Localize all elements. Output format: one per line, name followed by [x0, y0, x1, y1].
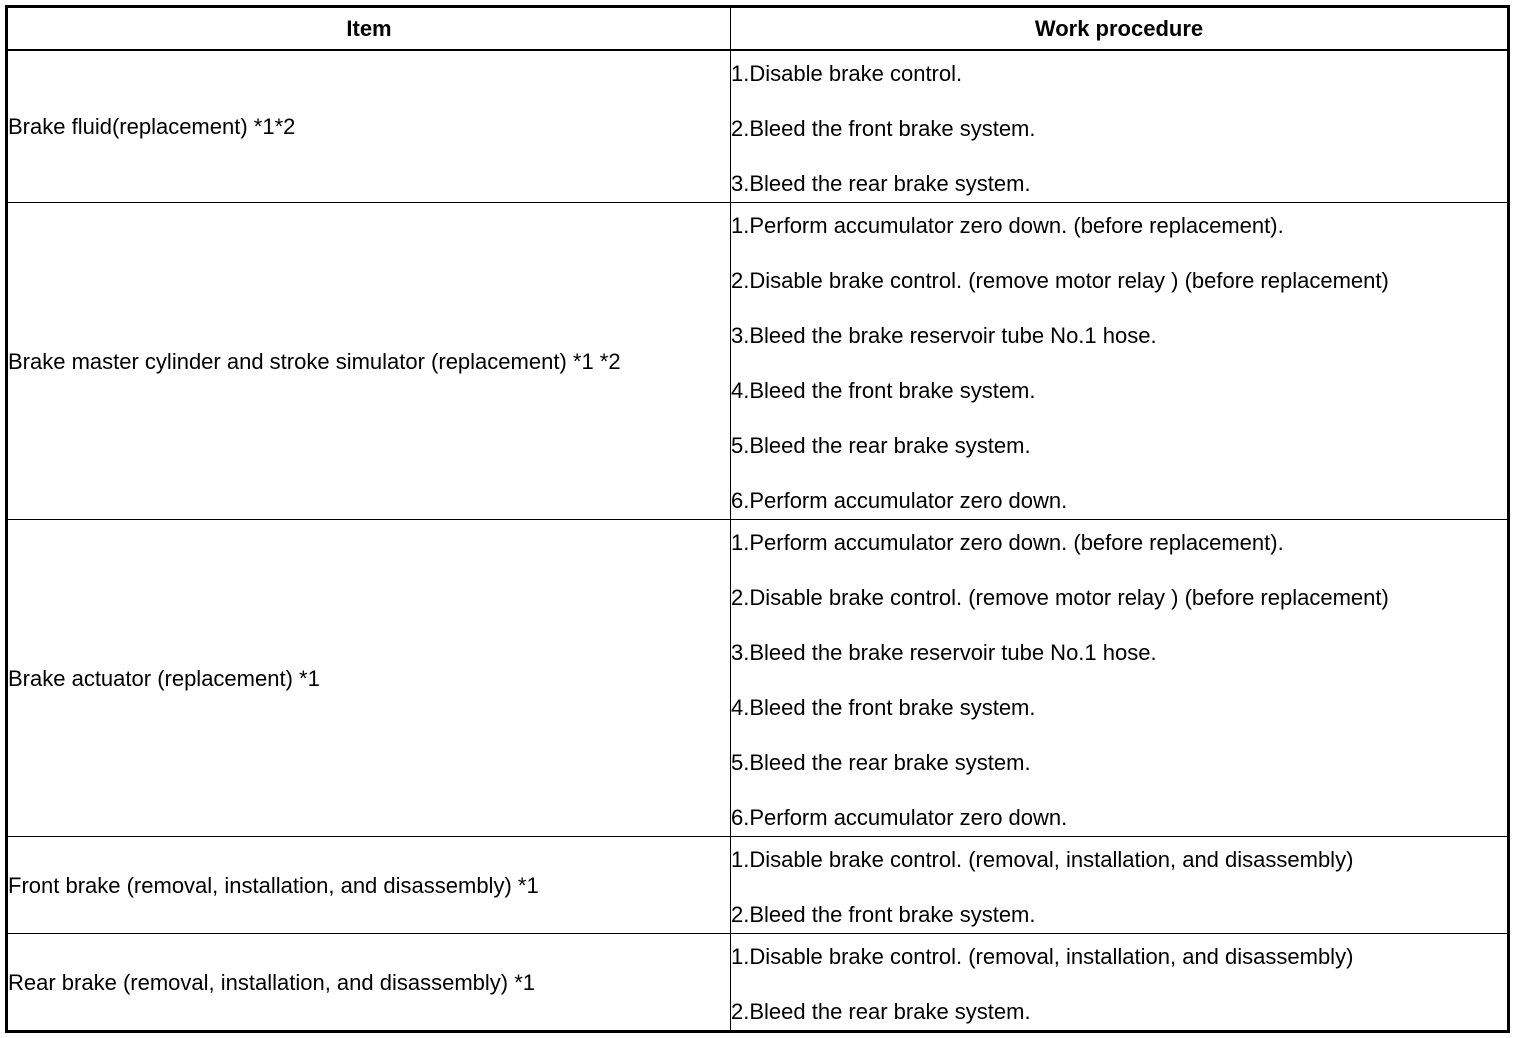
procedure-step: 1.Disable brake control. (removal, installation, and disassembly)	[731, 944, 1354, 969]
procedure-step: 6.Perform accumulator zero down.	[731, 805, 1068, 830]
procedure-step: 5.Bleed the rear brake system.	[731, 750, 1031, 775]
procedure-step: 1.Disable brake control.	[731, 61, 963, 86]
procedure-cell	[731, 203, 1509, 520]
procedure-step: 1.Perform accumulator zero down. (before replacement).	[731, 530, 1284, 555]
table-row	[7, 837, 1509, 934]
procedure-step: 5.Bleed the rear brake system.	[731, 433, 1031, 458]
procedure-step: 2.Disable brake control. (remove motor relay ) (before replacement)	[731, 585, 1389, 610]
table-row	[7, 50, 1509, 203]
procedure-cell	[731, 50, 1509, 203]
item-cell: Brake master cylinder and stroke simulator (replacement) *1 *2	[7, 203, 731, 520]
header-row	[7, 7, 1509, 51]
procedure-cell	[731, 837, 1509, 934]
procedure-step: 1.Disable brake control. (removal, installation, and disassembly)	[731, 847, 1354, 872]
procedure-step: 4.Bleed the front brake system.	[731, 695, 1036, 720]
procedure-step: 2.Bleed the front brake system.	[731, 116, 1036, 141]
table-row	[7, 203, 1509, 520]
procedure-step: 1.Perform accumulator zero down. (before replacement).	[731, 213, 1284, 238]
procedure-step: 3.Bleed the rear brake system.	[731, 171, 1031, 196]
procedure-step: 4.Bleed the front brake system.	[731, 378, 1036, 403]
item-cell: Rear brake (removal, installation, and disassembly) *1	[7, 934, 731, 1032]
procedure-cell	[731, 520, 1509, 837]
procedure-step: 2.Bleed the rear brake system.	[731, 999, 1031, 1024]
procedure-cell	[731, 934, 1509, 1032]
procedure-step: 3.Bleed the brake reservoir tube No.1 hose.	[731, 323, 1157, 348]
table-row	[7, 520, 1509, 837]
procedure-step: 2.Disable brake control. (remove motor relay ) (before replacement)	[731, 268, 1389, 293]
table-row	[7, 934, 1509, 1032]
item-cell: Brake actuator (replacement) *1	[7, 520, 731, 837]
item-cell: Front brake (removal, installation, and disassembly) *1	[7, 837, 731, 934]
item-cell: Brake fluid(replacement) *1*2	[7, 50, 731, 203]
header-item: Item	[7, 7, 731, 51]
procedure-step: 3.Bleed the brake reservoir tube No.1 hose.	[731, 640, 1157, 665]
procedure-step: 2.Bleed the front brake system.	[731, 902, 1036, 927]
procedure-step: 6.Perform accumulator zero down.	[731, 488, 1068, 513]
work-procedure-table	[5, 5, 1510, 1033]
header-work-procedure: Work procedure	[731, 7, 1509, 51]
